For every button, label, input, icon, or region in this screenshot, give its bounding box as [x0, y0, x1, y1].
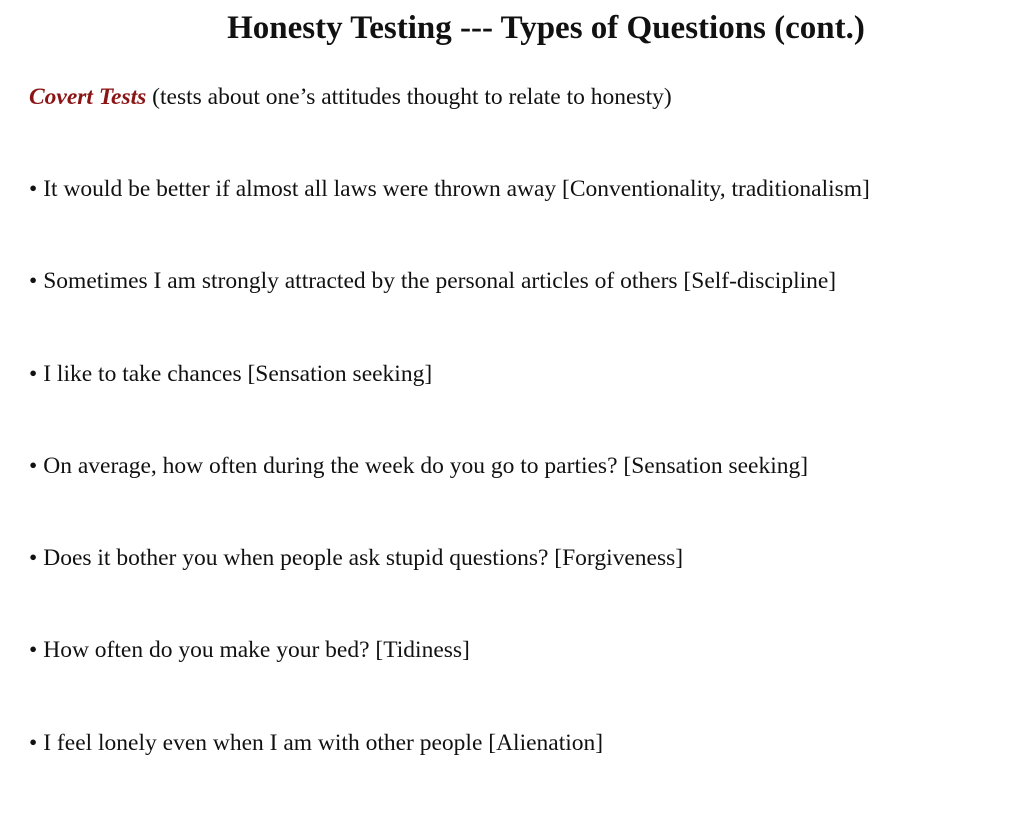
bullet-icon: • — [29, 452, 38, 479]
bullet-icon: • — [29, 360, 38, 387]
slide-title: Honesty Testing --- Types of Questions (cont.) — [227, 10, 865, 46]
question-text: I like to take chances [Sensation seeking] — [43, 360, 433, 387]
question-text: On average, how often during the week do you go to parties? [Sensation seeking] — [43, 452, 809, 479]
question-item — [29, 174, 870, 266]
question-text: How often do you make your bed? [Tidiness] — [43, 637, 470, 664]
question-item — [29, 543, 870, 635]
bullet-icon: • — [29, 637, 38, 664]
bullet-icon: • — [29, 176, 38, 202]
question-text: I feel lonely even when I am with other people [Alienation] — [43, 729, 604, 756]
question-item — [29, 728, 870, 820]
slide-subtitle — [29, 82, 672, 112]
question-item — [29, 635, 870, 727]
question-list — [29, 174, 870, 820]
question-item — [29, 359, 870, 451]
question-text: Sometimes I am strongly attracted by the personal articles of others [Self-discipline] — [43, 268, 837, 295]
question-item — [29, 266, 870, 358]
bullet-icon: • — [29, 729, 38, 756]
subtitle-emphasis: Covert Tests — [29, 84, 147, 110]
question-item — [29, 451, 870, 543]
bullet-icon: • — [29, 545, 38, 572]
question-text: It would be better if almost all laws were thrown away [Conventionality, traditionalism] — [43, 176, 870, 202]
subtitle-description: (tests about one’s attitudes thought to relate to honesty) — [146, 84, 672, 110]
bullet-icon: • — [29, 268, 38, 295]
question-text: Does it bother you when people ask stupid questions? [Forgiveness] — [43, 545, 684, 572]
